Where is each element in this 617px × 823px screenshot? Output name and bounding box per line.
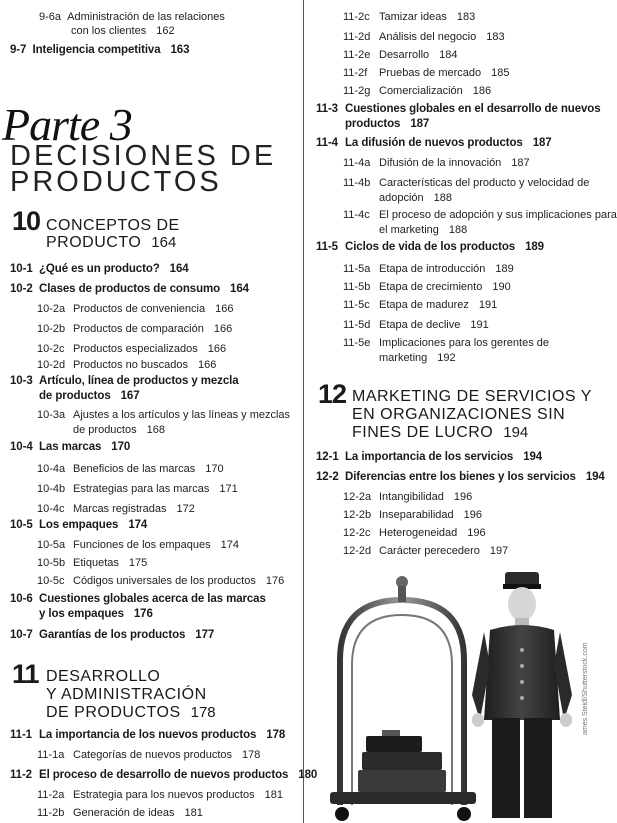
- entry-title: Diferencias entre los bienes y los servicios: [345, 471, 576, 483]
- entry-title: Intangibilidad: [379, 491, 444, 503]
- toc-subentry[interactable]: [343, 526, 486, 540]
- entry-title: La importancia de los nuevos productos: [39, 729, 257, 741]
- toc-subentry[interactable]: [37, 788, 283, 802]
- entry-number: 12-2b: [343, 509, 372, 521]
- toc-subentry[interactable]: [343, 30, 505, 44]
- entry-page: 172: [176, 503, 195, 515]
- entry-page: 196: [467, 527, 486, 539]
- entry-title: Productos no buscados: [73, 359, 188, 371]
- entry-page: 191: [470, 319, 489, 331]
- entry-number: 11-2a: [37, 789, 65, 801]
- entry-number: 11-2c: [343, 11, 370, 23]
- entry-page: 189: [525, 241, 544, 253]
- toc-entry-continuation: [71, 24, 175, 38]
- entry-page: 190: [492, 281, 511, 293]
- entry-number: 12-1: [316, 451, 339, 463]
- toc-subentry[interactable]: [343, 176, 589, 190]
- entry-number: 12-2a: [343, 491, 372, 503]
- entry-page: 164: [230, 283, 249, 295]
- toc-subentry[interactable]: [343, 280, 511, 294]
- entry-number: 11-2f: [343, 67, 368, 79]
- column-divider: [303, 0, 304, 823]
- entry-page: 192: [437, 352, 456, 364]
- entry-title: Códigos universales de los productos: [73, 575, 256, 587]
- entry-page: 197: [489, 545, 509, 557]
- toc-subentry[interactable]: [343, 336, 549, 350]
- entry-number: 11-2b: [37, 807, 65, 819]
- entry-page: 166: [213, 323, 233, 335]
- entry-title: Etapa de introducción: [379, 263, 486, 275]
- entry-title: Etapa de declive: [379, 319, 461, 331]
- entry-page: 177: [195, 629, 215, 641]
- entry-title: Funciones de los empaques: [73, 539, 211, 551]
- toc-entry[interactable]: [10, 282, 249, 296]
- entry-title: Garantías de los productos: [39, 629, 186, 641]
- toc-entry[interactable]: [10, 374, 239, 388]
- toc-entry[interactable]: [10, 628, 214, 642]
- chapter-title-text: PRODUCTO: [46, 234, 142, 251]
- entry-page: 183: [486, 31, 505, 43]
- entry-page: 187: [410, 118, 430, 130]
- entry-title: Las marcas: [39, 441, 102, 453]
- toc-subentry[interactable]: [37, 302, 233, 316]
- entry-page: 194: [585, 471, 605, 483]
- chapter-page: 194: [503, 424, 529, 441]
- entry-title: Ciclos de vida de los productos: [345, 241, 516, 253]
- chapter-title-line3: [46, 704, 216, 722]
- entry-page: 181: [264, 789, 283, 801]
- toc-entry-continuation: [379, 351, 456, 365]
- entry-title-cont: de productos: [73, 424, 137, 436]
- entry-page: 162: [156, 25, 175, 37]
- entry-page: 171: [219, 483, 238, 495]
- entry-number: 10-5b: [37, 557, 66, 569]
- toc-subentry[interactable]: [37, 538, 239, 552]
- entry-number: 10-5: [10, 519, 33, 531]
- entry-title-cont: con los clientes: [71, 25, 147, 37]
- entry-number: 12-2c: [343, 527, 371, 539]
- entry-page: 188: [433, 192, 453, 204]
- entry-title: Beneficios de las marcas: [73, 463, 196, 475]
- toc-subentry[interactable]: [343, 66, 509, 80]
- toc-subentry[interactable]: [343, 208, 617, 222]
- entry-number: 11-2e: [343, 49, 371, 61]
- entry-page: 175: [128, 557, 148, 569]
- toc-entry-continuation: [379, 223, 467, 237]
- entry-number: 11-3: [316, 103, 338, 115]
- entry-title: Inseparabilidad: [379, 509, 454, 521]
- entry-title: El proceso de desarrollo de nuevos productos: [39, 769, 289, 781]
- toc-subentry[interactable]: [343, 48, 458, 62]
- entry-number: 11-5: [316, 241, 338, 253]
- entry-number: 12-2d: [343, 545, 372, 557]
- toc-subentry[interactable]: [37, 462, 224, 476]
- entry-page: 183: [456, 11, 476, 23]
- part-title-line1: DECISIONES DE: [10, 140, 277, 172]
- entry-title: Productos especializados: [73, 343, 198, 355]
- entry-number: 11-2g: [343, 85, 371, 97]
- entry-number: 10-2b: [37, 323, 66, 335]
- entry-title-cont: marketing: [379, 352, 428, 364]
- chapter-page: 178: [190, 704, 216, 721]
- entry-number: 11-1: [10, 729, 32, 741]
- chapter-title-line1: DESARROLLO: [46, 668, 161, 685]
- toc-entry-continuation: [39, 389, 140, 403]
- entry-page: 176: [133, 608, 153, 620]
- toc-entry[interactable]: [10, 262, 189, 276]
- entry-page: 188: [448, 224, 468, 236]
- toc-subentry[interactable]: [343, 490, 472, 504]
- entry-title-cont: y los empaques: [39, 608, 124, 620]
- entry-page: 178: [242, 749, 261, 761]
- entry-page: 176: [265, 575, 285, 587]
- entry-title: Categorías de nuevos productos: [73, 749, 232, 761]
- toc-entry[interactable]: [10, 440, 130, 454]
- entry-title-cont: el marketing: [379, 224, 439, 236]
- entry-title: La importancia de los servicios: [345, 451, 514, 463]
- toc-entry[interactable]: [10, 43, 189, 57]
- entry-title: Productos de comparación: [73, 323, 204, 335]
- entry-title: Análisis del negocio: [379, 31, 477, 43]
- chapter-title-line2: Y ADMINISTRACIÓN: [46, 686, 207, 703]
- entry-title-cont: productos: [345, 118, 401, 130]
- entry-title: Clases de productos de consumo: [39, 283, 221, 295]
- entry-page: 167: [120, 390, 140, 402]
- entry-title: Características del producto y velocidad de: [379, 177, 590, 189]
- entry-title: Etiquetas: [73, 557, 119, 569]
- toc-subentry[interactable]: [37, 322, 232, 336]
- entry-number: 11-4a: [343, 157, 371, 169]
- entry-title: Productos de conveniencia: [73, 303, 206, 315]
- entry-page: 166: [207, 343, 227, 355]
- entry-title: Etapa de madurez: [379, 299, 469, 311]
- entry-title: Estrategia para los nuevos productos: [73, 789, 255, 801]
- entry-title: Ajustes a los artículos y las líneas y mezclas: [73, 409, 291, 421]
- entry-number: 10-5c: [37, 575, 65, 587]
- toc-subentry[interactable]: [37, 556, 147, 570]
- toc-entry-continuation: [73, 423, 165, 437]
- entry-page: 166: [215, 303, 234, 315]
- entry-page: 174: [128, 519, 148, 531]
- chapter-title-text: FINES DE LUCRO: [352, 424, 494, 441]
- entry-page: 191: [478, 299, 498, 311]
- entry-number: 11-5e: [343, 337, 371, 349]
- entry-title: Implicaciones para los gerentes de: [379, 337, 549, 349]
- entry-page: 196: [463, 509, 482, 521]
- toc-entry[interactable]: [316, 136, 552, 150]
- entry-page: 187: [511, 157, 530, 169]
- entry-page: 178: [266, 729, 286, 741]
- chapter-title-line2: EN ORGANIZACIONES SIN: [352, 406, 566, 423]
- entry-number: 11-5a: [343, 263, 371, 275]
- entry-title-cont: adopción: [379, 192, 424, 204]
- entry-number: 9-7: [10, 44, 27, 56]
- chapter-number: 10: [12, 206, 41, 236]
- entry-title: Generación de ideas: [73, 807, 175, 819]
- toc-subentry[interactable]: [37, 408, 290, 422]
- part-title-line2: PRODUCTOS: [10, 166, 222, 198]
- toc-entry-continuation: [345, 117, 429, 131]
- entry-title: Tamizar ideas: [379, 11, 447, 23]
- chapter-number: 11: [12, 659, 39, 689]
- entry-number: 11-5d: [343, 319, 371, 331]
- entry-page: 180: [298, 769, 318, 781]
- entry-page: 174: [220, 539, 239, 551]
- entry-title: El proceso de adopción y sus implicaciones para: [379, 209, 617, 221]
- toc-entry-continuation: [379, 191, 452, 205]
- entry-title: Pruebas de mercado: [379, 67, 482, 79]
- entry-number: 11-4b: [343, 177, 371, 189]
- toc-subentry[interactable]: [37, 748, 260, 762]
- entry-number: 10-7: [10, 629, 33, 641]
- chapter-title-line1: MARKETING DE SERVICIOS Y: [352, 388, 592, 405]
- entry-number: 10-3a: [37, 409, 66, 421]
- chapter-title-line1: CONCEPTOS DE: [46, 217, 180, 234]
- entry-page: 196: [453, 491, 473, 503]
- entry-title: La difusión de nuevos productos: [345, 137, 523, 149]
- photo-credit: ames Steidl/Shutterstock.com: [582, 642, 589, 735]
- entry-title: Difusión de la innovación: [379, 157, 502, 169]
- toc-subentry[interactable]: [343, 298, 497, 312]
- toc-subentry[interactable]: [343, 10, 475, 24]
- entry-title: Inteligencia competitiva: [32, 44, 161, 56]
- entry-number: 11-4c: [343, 209, 370, 221]
- entry-title-cont: de productos: [39, 390, 111, 402]
- toc-entry-continuation: [39, 607, 153, 621]
- toc-subentry[interactable]: [37, 482, 238, 496]
- part-label: Parte 3: [2, 99, 132, 150]
- toc-subentry[interactable]: [37, 502, 195, 516]
- entry-page: 163: [170, 44, 190, 56]
- bellhop-luggage-cart-photo: [322, 570, 592, 823]
- toc-subentry[interactable]: [37, 806, 203, 820]
- entry-title: Marcas registradas: [73, 503, 167, 515]
- toc-subentry[interactable]: [343, 262, 514, 276]
- entry-number: 10-2d: [37, 359, 66, 371]
- entry-page: 166: [197, 359, 217, 371]
- chapter-title-text: DE PRODUCTOS: [46, 704, 181, 721]
- entry-title: Etapa de crecimiento: [379, 281, 483, 293]
- entry-title: Comercialización: [379, 85, 463, 97]
- entry-title: Cuestiones globales acerca de las marcas: [39, 593, 266, 605]
- toc-subentry[interactable]: [37, 574, 284, 588]
- entry-title: Los empaques: [39, 519, 119, 531]
- entry-number: 10-2c: [37, 343, 65, 355]
- toc-subentry[interactable]: [343, 508, 482, 522]
- entry-number: 10-6: [10, 593, 33, 605]
- entry-title: Heterogeneidad: [379, 527, 458, 539]
- toc-subentry[interactable]: [343, 84, 491, 98]
- entry-title: Administración de las relaciones: [67, 11, 225, 23]
- entry-number: 11-2: [10, 769, 32, 781]
- entry-title: Desarrollo: [379, 49, 430, 61]
- entry-page: 164: [169, 263, 189, 275]
- entry-page: 181: [184, 807, 203, 819]
- entry-number: 11-1a: [37, 749, 65, 761]
- chapter-number: 12: [318, 379, 347, 409]
- entry-number: 10-1: [10, 263, 33, 275]
- entry-number: 11-5b: [343, 281, 371, 293]
- entry-page: 189: [495, 263, 514, 275]
- entry-title: Estrategias para las marcas: [73, 483, 210, 495]
- toc-subentry[interactable]: [37, 342, 226, 356]
- toc-subentry[interactable]: [343, 544, 508, 558]
- chapter-title-line3: [352, 424, 528, 442]
- toc-subentry[interactable]: [343, 318, 489, 332]
- toc-entry[interactable]: [316, 240, 544, 254]
- toc-subentry[interactable]: [37, 358, 216, 372]
- entry-title: Cuestiones globales en el desarrollo de nuevos: [345, 103, 601, 115]
- entry-number: 12-2: [316, 471, 339, 483]
- entry-number: 11-5c: [343, 299, 370, 311]
- entry-page: 168: [146, 424, 165, 436]
- toc-subentry[interactable]: [343, 156, 530, 170]
- entry-page: 170: [205, 463, 224, 475]
- entry-number: 10-2: [10, 283, 33, 295]
- entry-page: 187: [532, 137, 552, 149]
- toc-entry[interactable]: [10, 728, 285, 742]
- chapter-page: 164: [151, 234, 177, 251]
- entry-number: 11-2d: [343, 31, 371, 43]
- entry-page: 170: [111, 441, 131, 453]
- entry-page: 185: [491, 67, 510, 79]
- chapter-title-line2: [46, 234, 176, 252]
- entry-page: 194: [523, 451, 543, 463]
- entry-title: ¿Qué es un producto?: [39, 263, 160, 275]
- entry-title: Artículo, línea de productos y mezcla: [39, 375, 239, 387]
- toc-entry[interactable]: [316, 470, 605, 484]
- entry-number: 9-6a: [39, 11, 62, 23]
- entry-number: 10-3: [10, 375, 33, 387]
- entry-number: 10-5a: [37, 539, 66, 551]
- entry-number: 10-4c: [37, 503, 65, 515]
- entry-number: 11-4: [316, 137, 338, 149]
- entry-title: Carácter perecedero: [379, 545, 480, 557]
- entry-page: 186: [472, 85, 492, 97]
- toc-entry[interactable]: [39, 10, 225, 24]
- toc-entry[interactable]: [10, 592, 266, 606]
- toc-entry[interactable]: [316, 102, 601, 116]
- toc-entry[interactable]: [10, 768, 317, 782]
- entry-number: 10-4a: [37, 463, 66, 475]
- entry-number: 10-2a: [37, 303, 66, 315]
- entry-page: 184: [439, 49, 458, 61]
- entry-number: 10-4: [10, 441, 33, 453]
- entry-number: 10-4b: [37, 483, 66, 495]
- toc-entry[interactable]: [10, 518, 147, 532]
- toc-entry[interactable]: [316, 450, 542, 464]
